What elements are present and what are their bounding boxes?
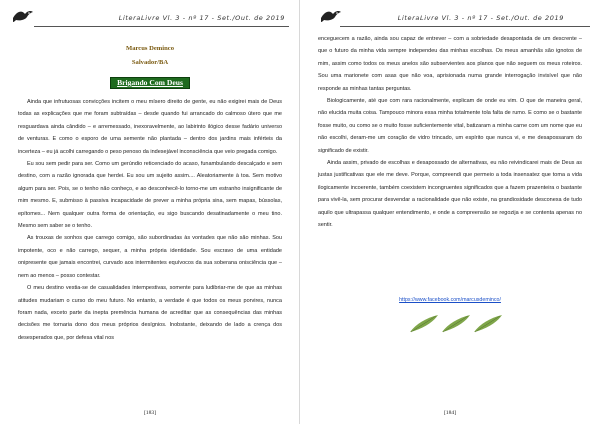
page-number: [183] xyxy=(143,410,157,416)
author-facebook-link[interactable]: https://www.facebook.com/marcusdeminco/ xyxy=(399,297,501,303)
quill-pens-icon xyxy=(408,312,504,334)
paragraph: Ainda que infrutuosas convicções incitem o meu mísero direito de gente, eu não exigirei mais de Deus todas as explicações que me foram subtraídas – desde quando fui arrancado do calmoso útero que me resguardava ainda cândido – e arremessado, inexoravelmente, ao labirinto ilógico desse fadário universo de venturas. E como o esporo de uma semente não plantada – dentro dos jardins mais inférteis da incerteza – eu já acolhi carregando o peso penoso da indesejável inconsciência que veio pregada comigo. xyxy=(18,99,282,155)
paragraph: Ainda assim, privado de escolhas e desapossado de alternativas, eu não reivindicarei mais de Deus as justas justificativas que ele me deve. Porque, compreendi que permeio a toda insensatez que toma a vida ilogicamente incoerente, também coexistem incongruentes significados que a fazem prazenteira o bastante para vivê-la, sem procurar desvendar a racionalidade que não existe, na grandiosidade desconexa de tudo aquilo que ultrapassa qualquer entendimento, e onde a compreensão se regozija e se contenta apenas no sentir. xyxy=(318,160,582,229)
paragraph: enceguecem a razão, ainda sou capaz de entrever – com a sobriedade desapontada de um descrente – que o futuro da minha vida sempre independeu das minhas escolhas. Os meus amanhãs são ignotos de mim, assim como todos os meus anelos são subservientes aos planos que não seguem os meus roteiros. Sou uma marionete com asas que não voa, aprisionada numa grande interrogação invisível que não responde as minhas tantas perguntas. xyxy=(318,36,582,92)
paragraph: As trouxas de sonhos que carrego comigo, são subordinadas às vontades que não são minhas. Sou impotente, oco e não carrego, sequer, a minha própria identidade. Sou escravo de uma entidade onipresente que jamais encontrei, curvado aos intermitentes equívocos da sua soberana onisciência que – nem ao menos – posso contestar. xyxy=(18,235,282,279)
bird-logo-icon xyxy=(320,8,342,24)
page-header xyxy=(310,6,590,26)
page-header xyxy=(10,6,289,26)
paragraph: Biologicamente, até que com rara racionalmente, explicam de onde eu vim. O que de maneira geral, não elucida muita coisa. Tampouco minora essa minha totalmente tola falta de rumo. E como se o bastante fosse muito, ou como se o muito fosse suficientemente vital, batizaram a minha carne com um nome que eu não escolhi, deram-me um coração de vidro trincado, um espírito que nunca vi, e me desapossaram do significado de existir. xyxy=(318,98,582,154)
article-title: Brigando Com Deus xyxy=(110,77,190,89)
right-page xyxy=(300,0,600,424)
author-name: Marcus Deminco xyxy=(125,45,175,52)
page-number: [184] xyxy=(443,410,457,416)
bird-logo-icon xyxy=(12,8,34,24)
paragraph: Eu sou sem pedir para ser. Como um gerúndio reticenciado do acaso, funambulando descalçado e sem destino, com a razão ignorada que herdei. Eu sou um sujeito assim.... Aleatoriamente à toa. Sem motivo algum para ser. Pois, se o tenho não conheço, e ao desconhecê-lo torno-me um estranho insignificante de mim mesmo. E, submisso à passiva incapacidade de prever a minha própria sina, sem mapas, bússolas, epítomes... Nem qualquer outra forma de orientação, eu sigo buscando desatinadamente o meu tino. Mesmo sem saber se o tenho. xyxy=(18,161,282,230)
paragraph: O meu destino vestia-se de casualidades intempestivas, somente para ludibriar-me de que as minhas atitudes mudariam o curso do meu futuro. No entanto, a verdade é que todos os meus porvires, nunca foram nada, exceto parte da inepta premência humana de acreditar que as consequências das minhas decisões me tornaria dono dos meus próprios desígnios. Inobstante, deixando de lado a crença dos desesperados que, por defesa vital nos xyxy=(18,285,282,341)
journal-header: LiteraLivre Vl. 3 - nº 17 - Set./Out. de 2019 xyxy=(397,14,564,22)
author-city: Salvador/BA xyxy=(131,59,169,66)
header-divider xyxy=(340,26,590,27)
header-divider xyxy=(34,26,289,27)
article-body-left xyxy=(18,96,282,344)
article-body-right xyxy=(318,33,582,232)
journal-header: LiteraLivre Vl. 3 - nº 17 - Set./Out. de 2019 xyxy=(118,14,285,22)
